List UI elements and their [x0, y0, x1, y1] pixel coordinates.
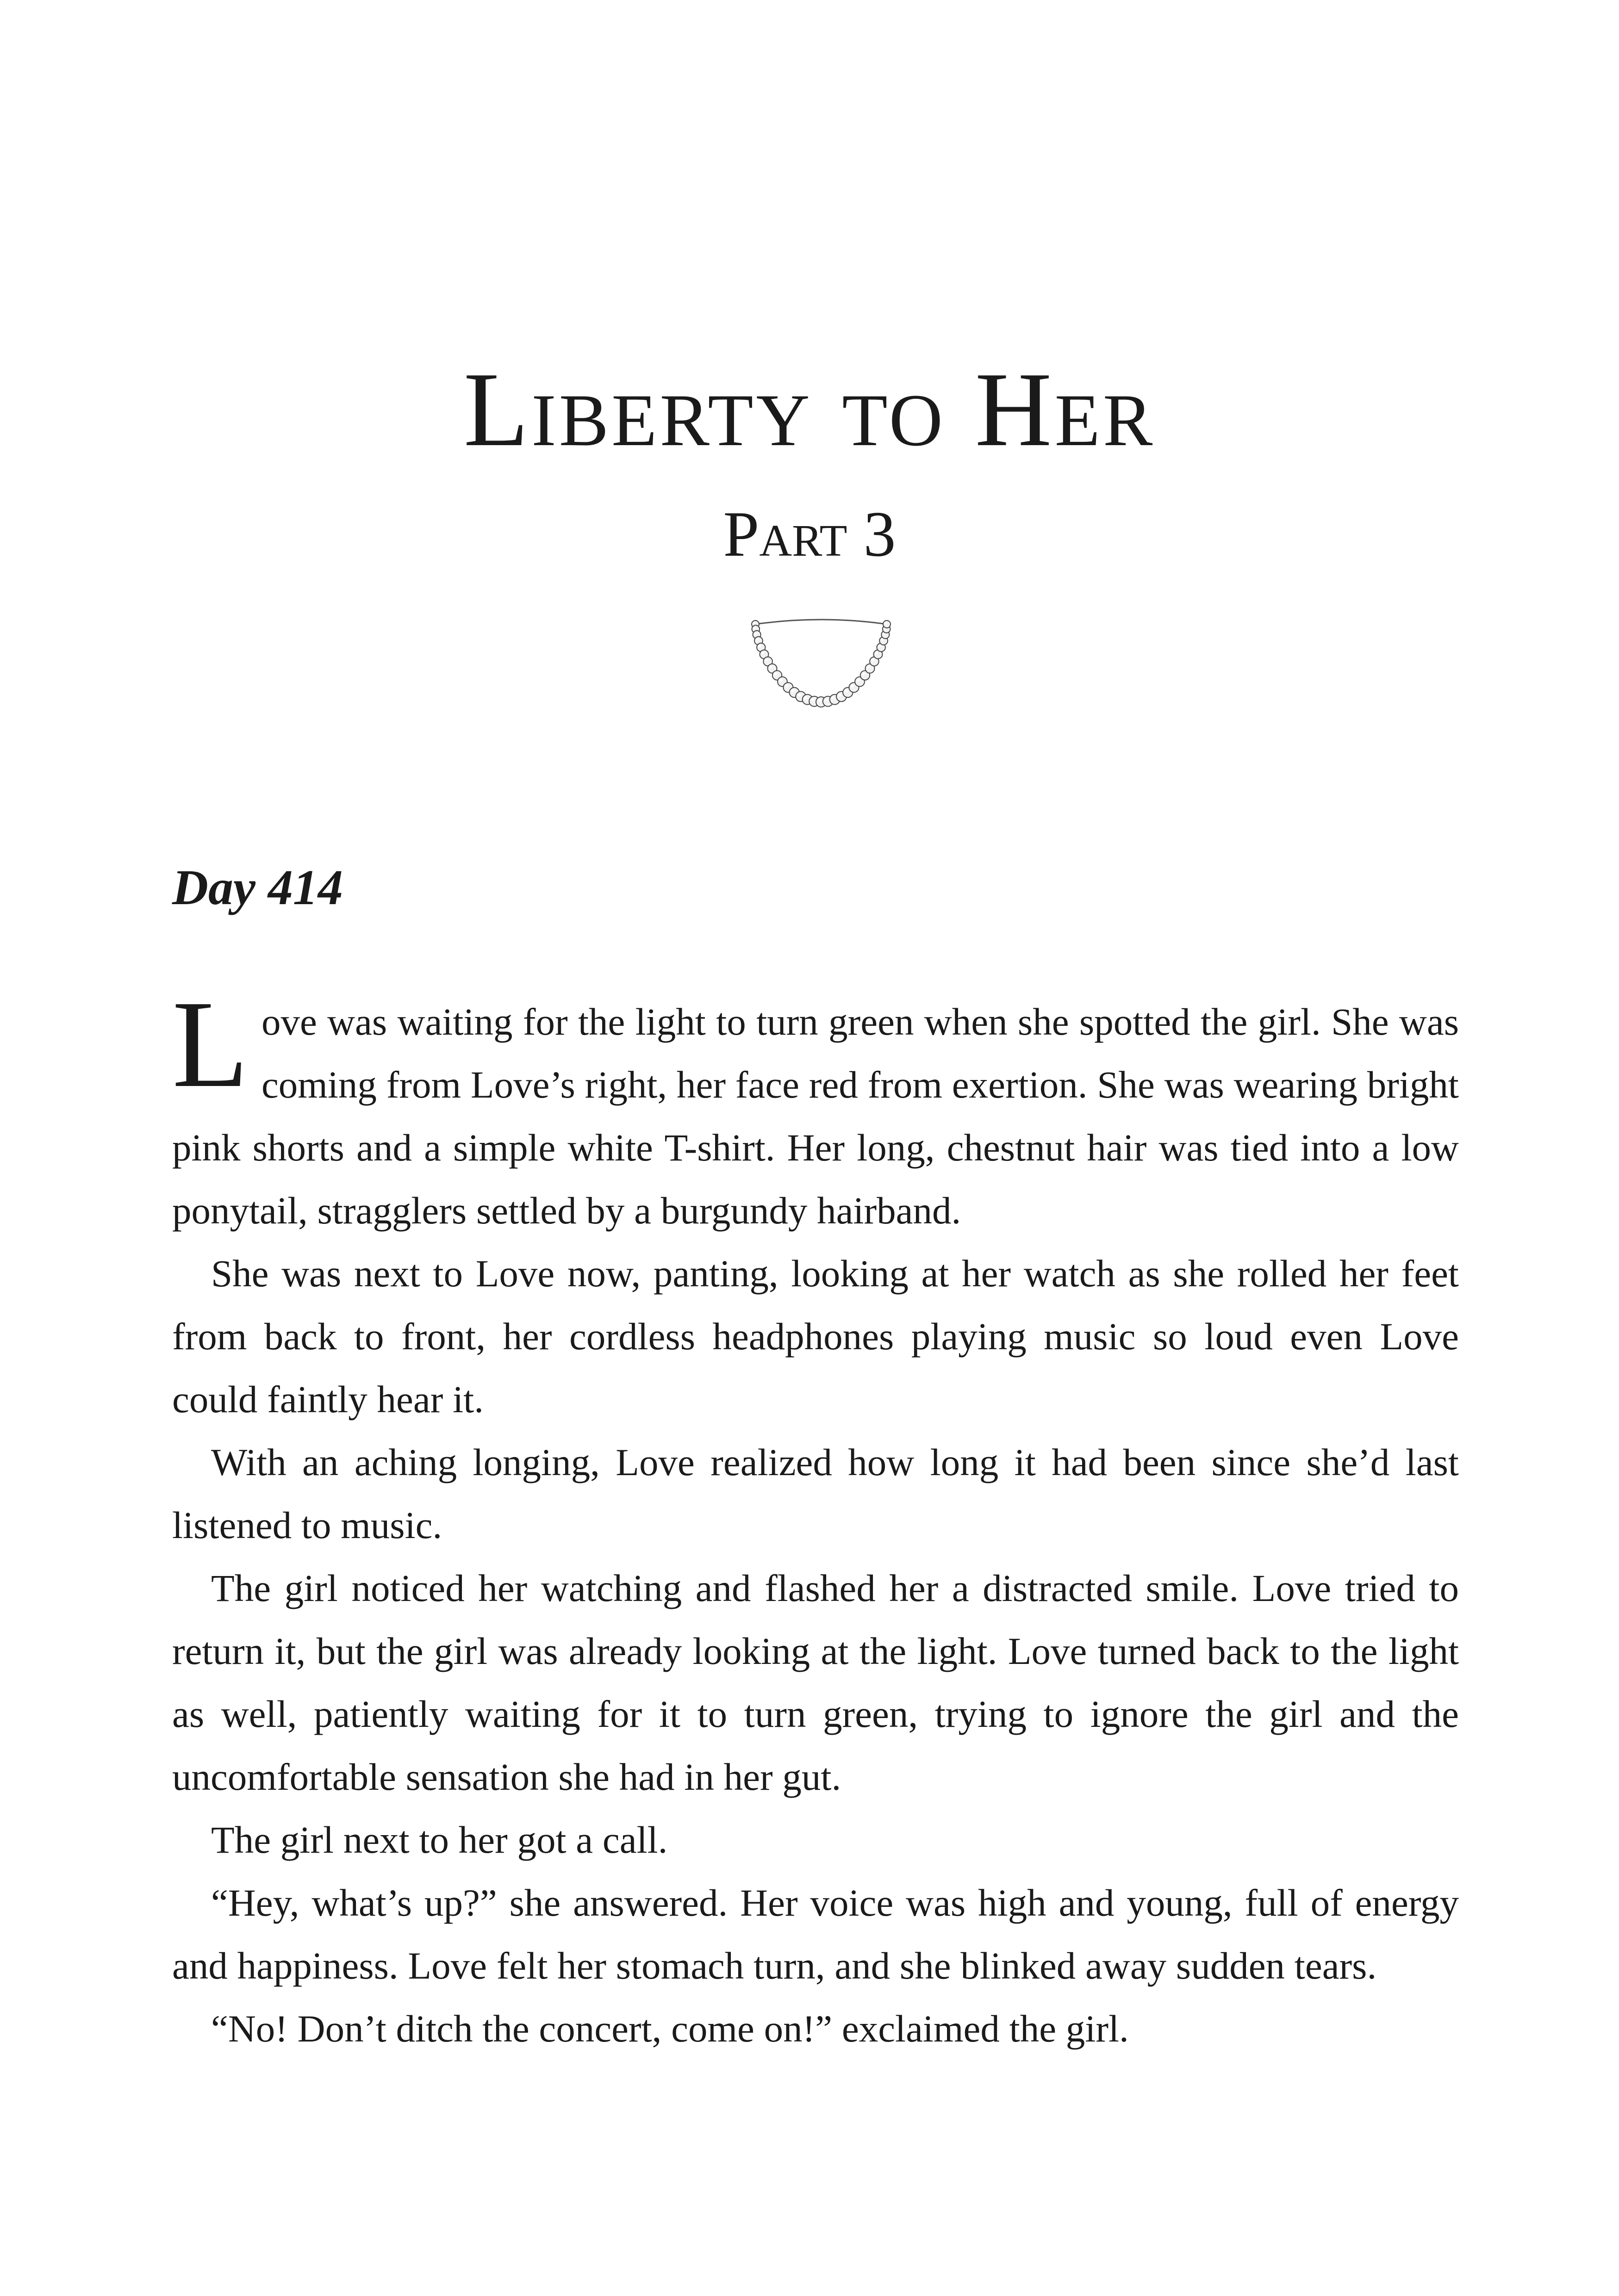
paragraph-text: ove was waiting for the light to turn green when she spotted the girl. She was coming from Love’s right, her face red from exertion. She was wearing bright pink shorts and a simple white T-shirt. Her long, chestnut hair was tied into a low ponytail, stragglers settled by a burgundy hairband.	[172, 1000, 1459, 1232]
paragraph: With an aching longing, Love realized how long it had been since she’d last listened to music.	[172, 1441, 1459, 1546]
paragraph: “No! Don’t ditch the concert, come on!” exclaimed the girl.	[211, 2007, 1129, 2050]
paragraph	[172, 975, 1459, 1242]
part-label: Part 3	[723, 498, 896, 570]
chapter-title: Liberty to Her	[463, 350, 1156, 468]
paragraph: She was next to Love now, panting, looking at her watch as she rolled her feet from back to front, her cordless headphones playing music so loud even Love could faintly hear it.	[172, 1252, 1459, 1421]
chapter-body	[172, 975, 1459, 2060]
day-heading: Day 414	[172, 860, 343, 915]
paragraph: The girl noticed her watching and flashed her a distracted smile. Love tried to return it, but the girl was already looking at the light. Love turned back to the light as well, patiently waiting for it to turn green, trying to ignore the girl and the uncomfortable sensation she had in her gut.	[172, 1567, 1459, 1798]
pearl-necklace-icon	[742, 608, 900, 720]
drop-cap: L	[172, 975, 249, 1113]
paragraph: The girl next to her got a call.	[211, 1818, 668, 1861]
paragraph: “Hey, what’s up?” she answered. Her voice was high and young, full of energy and happiness. Love felt her stomach turn, and she blinked away sudden tears.	[172, 1881, 1459, 1987]
